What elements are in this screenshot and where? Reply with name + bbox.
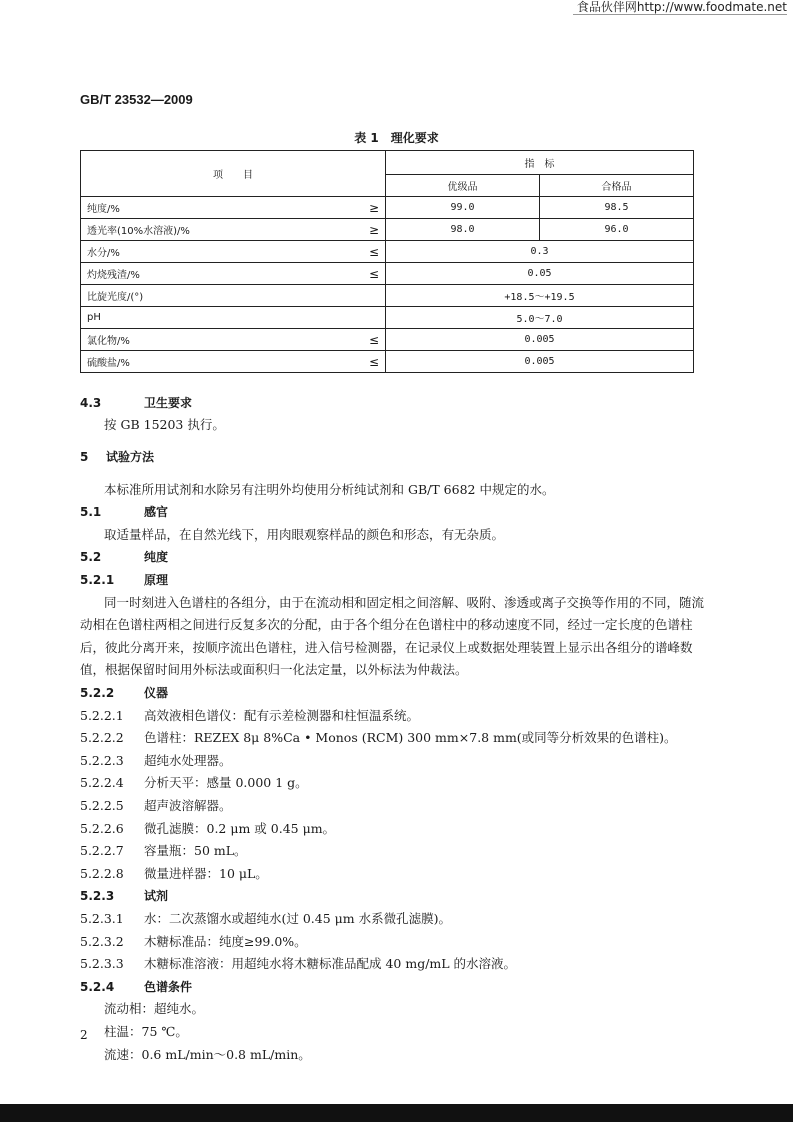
table-row — [81, 197, 694, 219]
row-name: 透光率(10%水溶液)/% — [81, 219, 344, 241]
row-value: 0.005 — [386, 329, 694, 351]
row-symbol: ≥ — [344, 219, 386, 241]
table-row — [81, 285, 694, 307]
paragraph: 按 GB 15203 执行。 — [104, 416, 225, 432]
row-symbol: ≥ — [344, 197, 386, 219]
row-name: 氯化物/% — [81, 329, 344, 351]
row-symbol: ≤ — [344, 241, 386, 263]
document-body — [80, 393, 713, 1066]
list-item: 5.2.2.1 高效液相色谱仪：配有示差检测器和柱恒温系统。 — [80, 707, 420, 723]
header-index: 指 标 — [386, 151, 694, 175]
section-heading: 5.2.1 原理 — [80, 573, 169, 588]
spec-table — [80, 150, 694, 373]
watermark-url: 食品伙伴网http://www.foodmate.net — [573, 0, 787, 15]
header-item: 项 目 — [81, 151, 386, 197]
table-row — [81, 329, 694, 351]
row-name: pH — [81, 307, 386, 329]
row-value-premium: 99.0 — [386, 197, 540, 219]
row-value: +18.5～+19.5 — [386, 285, 694, 307]
header-grade-qualified: 合格品 — [540, 175, 694, 197]
row-symbol: ≤ — [344, 351, 386, 373]
paragraph: 本标准所用试剂和水除另有注明外均使用分析纯试剂和 GB/T 6682 中规定的水。 — [104, 481, 555, 497]
row-value-qualified: 96.0 — [540, 219, 694, 241]
row-name: 比旋光度/(°) — [81, 285, 386, 307]
table-row — [81, 241, 694, 263]
page-number: 2 — [80, 1028, 88, 1042]
section-heading: 5.2.2 仪器 — [80, 686, 169, 701]
row-name: 水分/% — [81, 241, 344, 263]
row-value: 0.3 — [386, 241, 694, 263]
standard-code: GB/T 23532—2009 — [80, 92, 193, 107]
section-heading: 5.2.3 试剂 — [80, 889, 169, 904]
header-grade-premium: 优级品 — [386, 175, 540, 197]
list-item: 5.2.3.3 木糖标准溶液：用超纯水将木糖标准品配成 40 mg/mL 的水溶液。 — [80, 956, 517, 972]
section-heading: 5.1 感官 — [80, 505, 169, 520]
table-row — [81, 219, 694, 241]
list-item: 5.2.3.2 木糖标准品：纯度≥99.0%。 — [80, 933, 307, 949]
table-title: 表 1 理化要求 — [354, 131, 439, 145]
table-row — [81, 263, 694, 285]
row-value: 0.05 — [386, 263, 694, 285]
scan-edge-bar — [0, 1104, 793, 1122]
list-item: 5.2.2.8 微量进样器：10 μL。 — [80, 865, 268, 881]
list-item: 5.2.2.2 色谱柱：REZEX 8μ 8%Ca • Monos (RCM) 300 mm×7.8 mm(或同等分析效果的色谱柱)。 — [80, 730, 677, 746]
row-value-qualified: 98.5 — [540, 197, 694, 219]
row-name: 纯度/% — [81, 197, 344, 219]
list-item: 流动相：超纯水。 — [104, 1001, 205, 1017]
section-heading: 5 试验方法 — [80, 450, 155, 465]
row-symbol: ≤ — [344, 263, 386, 285]
list-item: 柱温：75 ℃。 — [104, 1023, 188, 1039]
list-item: 5.2.2.7 容量瓶：50 mL。 — [80, 843, 247, 859]
row-name: 硫酸盐/% — [81, 351, 344, 373]
table-row — [81, 307, 694, 329]
paragraph-principle: 同一时刻进入色谱柱的各组分，由于在流动相和固定相之间溶解、吸附、渗透或离子交换等作用的不同，随流动相在色谱柱两相之间进行反复多次的分配，由于各个组分在色谱柱中的移动速度不同，经过一定长度的色谱柱后，彼此分离开来，按顺序流出色谱柱，进入信号检测器，在记录仪上或数据处理装置上显示出各组分的谱峰数值，根据保留时间用外标法或面积归一化法定量，以外标法为仲裁法。 — [80, 594, 705, 678]
row-value-premium: 98.0 — [386, 219, 540, 241]
list-item: 5.2.2.5 超声波溶解器。 — [80, 798, 232, 813]
list-item: 5.2.2.3 超纯水处理器。 — [80, 752, 232, 768]
row-name: 灼烧残渣/% — [81, 263, 344, 285]
section-heading: 5.2.4 色谱条件 — [80, 979, 193, 994]
table-row — [81, 351, 694, 373]
section-heading: 4.3 卫生要求 — [80, 396, 193, 410]
section-heading: 5.2 纯度 — [80, 550, 169, 565]
list-item: 5.2.3.1 水：二次蒸馏水或超纯水(过 0.45 μm 水系微孔滤膜)。 — [80, 910, 451, 926]
row-value: 0.005 — [386, 351, 694, 373]
row-value: 5.0～7.0 — [386, 307, 694, 329]
paragraph: 取适量样品，在自然光线下，用肉眼观察样品的颜色和形态，有无杂质。 — [104, 526, 505, 542]
list-item: 5.2.2.4 分析天平：感量 0.000 1 g。 — [80, 775, 308, 791]
list-item: 流速：0.6 mL/min～0.8 mL/min。 — [104, 1046, 311, 1062]
row-symbol: ≤ — [344, 329, 386, 351]
list-item: 5.2.2.6 微孔滤膜：0.2 μm 或 0.45 μm。 — [80, 820, 336, 836]
